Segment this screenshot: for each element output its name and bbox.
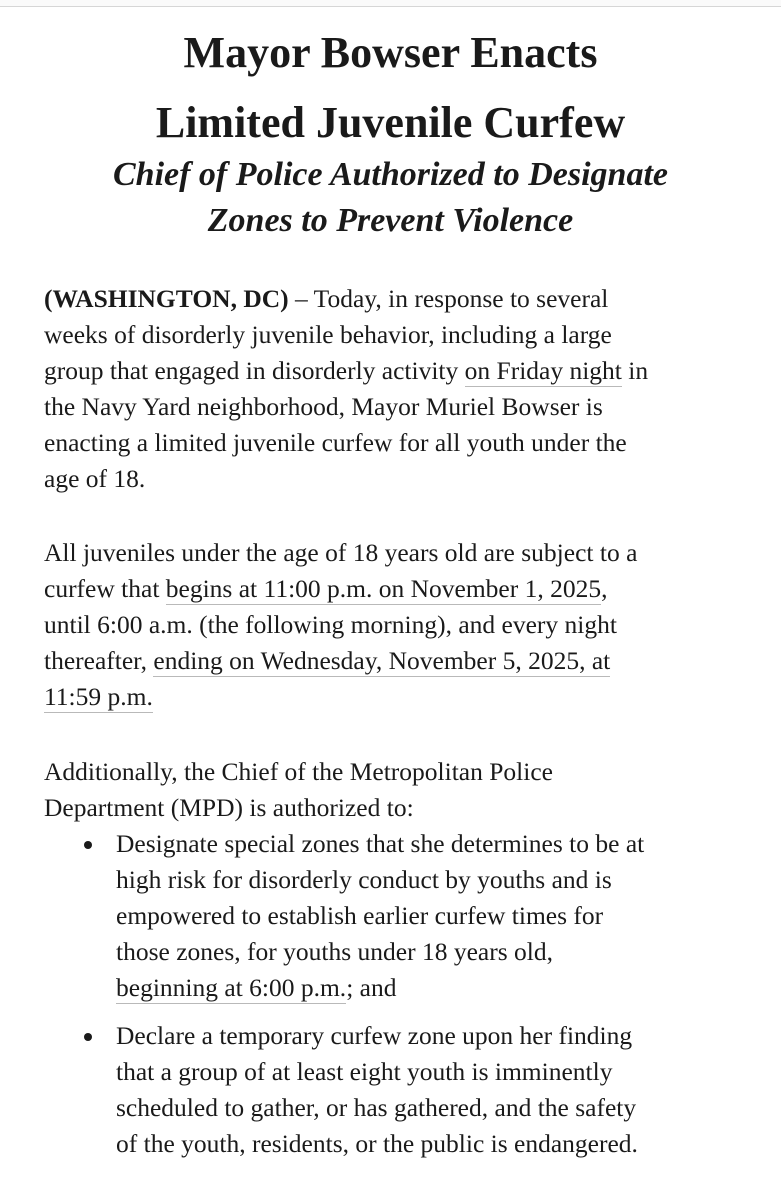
subheadline-line-1: Chief of Police Authorized to Designate [112, 156, 668, 193]
bullet-2-line-4: of the youth, residents, or the public is endangered. [116, 1129, 638, 1158]
paragraph-2-line-4: thereafter, ending on Wednesday, November 5, 2025, at [44, 646, 611, 675]
bullet-point-1 [84, 841, 92, 849]
paragraph-1-line-1: (WASHINGTON, DC) – Today, in response to several [44, 284, 609, 313]
paragraph-1-line-4: the Navy Yard neighborhood, Mayor Muriel Bowser is [44, 392, 603, 421]
subheadline-line-2: Zones to Prevent Violence [207, 202, 574, 239]
bullet-1-line-5: beginning at 6:00 p.m.; and [116, 973, 397, 1002]
curfew-start-link[interactable]: begins at 11:00 p.m. on November 1, 2025 [165, 574, 602, 603]
early-curfew-link[interactable]: beginning at 6:00 p.m. [116, 973, 347, 1002]
paragraph-2-line-3: until 6:00 a.m. (the following morning), and every night [44, 610, 617, 639]
paragraph-3-line-1: Additionally, the Chief of the Metropolitan Police [44, 757, 553, 786]
bullet-1-line-2: high risk for disorderly conduct by youths and is [116, 865, 612, 894]
curfew-end-time-link[interactable]: 11:59 p.m. [44, 682, 153, 711]
friday-night-link[interactable]: on Friday night [464, 356, 622, 385]
headline-line-1: Mayor Bowser Enacts [183, 28, 598, 77]
bullet-2-line-2: that a group of at least eight youth is imminently [116, 1057, 613, 1086]
bullet-2-line-1: Declare a temporary curfew zone upon her finding [116, 1021, 633, 1050]
bullet-1-line-1: Designate special zones that she determines to be at [116, 829, 645, 858]
paragraph-1-line-3: group that engaged in disorderly activity on Friday night in [44, 356, 649, 385]
bullet-2-line-3: scheduled to gather, or has gathered, and the safety [116, 1093, 637, 1122]
paragraph-1-line-2: weeks of disorderly juvenile behavior, including a large [44, 320, 612, 349]
paragraph-2-line-1: All juveniles under the age of 18 years old are subject to a [44, 538, 638, 567]
bullet-1-line-4: those zones, for youths under 18 years old, [116, 937, 553, 966]
paragraph-2-line-5 [44, 682, 153, 712]
headline-line-2: Limited Juvenile Curfew [155, 98, 626, 147]
bullet-point-2 [84, 1033, 92, 1041]
bullet-1-line-3: empowered to establish earlier curfew times for [116, 901, 604, 930]
dateline: (WASHINGTON, DC) [44, 284, 289, 313]
paragraph-1-line-6: age of 18. [44, 464, 146, 493]
paragraph-2-line-2: curfew that begins at 11:00 p.m. on November 1, 2025, [44, 574, 608, 603]
curfew-end-link[interactable]: ending on Wednesday, November 5, 2025, at [153, 646, 611, 675]
paragraph-3-line-2: Department (MPD) is authorized to: [44, 793, 414, 822]
paragraph-1-line-5: enacting a limited juvenile curfew for all youth under the [44, 428, 627, 457]
